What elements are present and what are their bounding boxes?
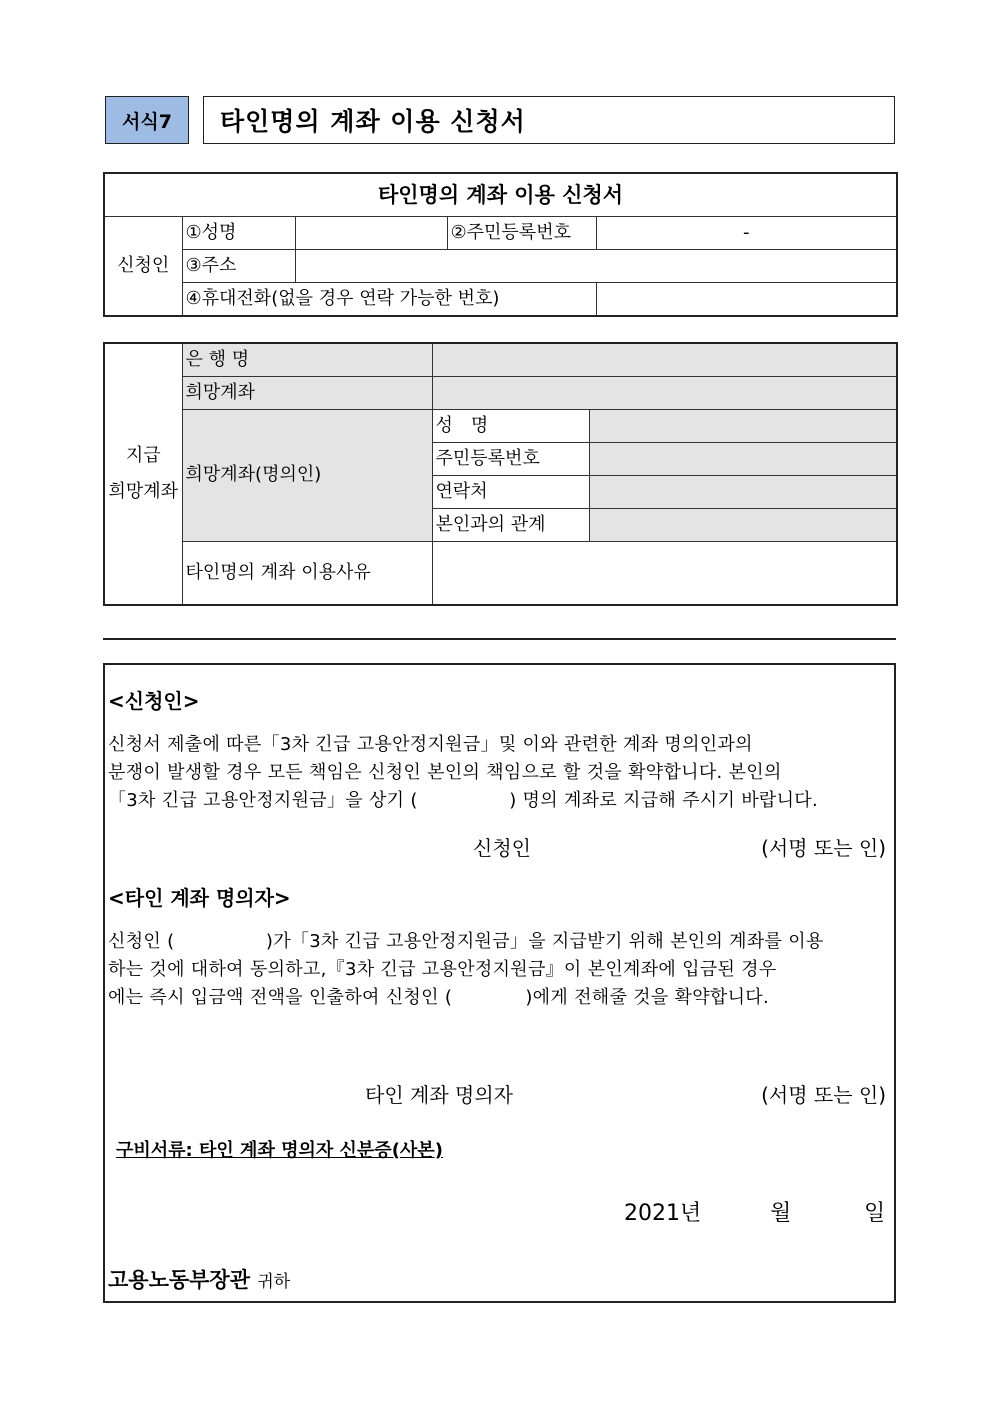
holder-relation-field[interactable] [589,508,897,541]
holder-statement [108,928,886,1012]
applicant-statement-line: 「3차 긴급 고용안정지원금」을 상기 ( ) 명의 계좌로 지급해 주시기 바랍니다. [108,790,818,811]
account-section-label [104,343,182,605]
required-documents-note: 구비서류: 타인 계좌 명의자 신분증(사본) [116,1140,443,1161]
holder-name-field[interactable] [589,409,897,442]
bank-name-field[interactable] [432,343,897,376]
holder-contact-field[interactable] [589,475,897,508]
holder-contact-label: 연락처 [432,475,589,508]
bank-name-label: 은 행 명 [182,343,432,376]
recipient-honorific: 귀하 [257,1272,291,1292]
account-section-label-line1: 지급 [125,445,161,466]
phone-field[interactable] [596,283,897,316]
usage-reason-label: 타인명의 계좌 이용사유 [182,541,432,605]
account-section-label-line2: 희망계좌 [108,481,179,502]
date-year: 2021년 [624,1201,702,1226]
holder-signature-field[interactable]: (서명 또는 인) [761,1083,886,1107]
date-day: 일 [864,1201,886,1226]
rrn-field[interactable]: - [596,217,897,250]
holder-statement-line: 하는 것에 대하여 동의하고,『3차 긴급 고용안정지원금』이 본인계좌에 입금된 경우 [108,959,777,980]
name-label: ①성명 [182,217,295,250]
form-title: 타인명의 계좌 이용 신청서 [203,96,895,144]
address-field[interactable] [295,250,897,283]
applicant-statement-line: 분쟁이 발생할 경우 모든 책임은 신청인 본인의 책임으로 할 것을 확약합니다. 본인의 [108,762,782,783]
applicant-signature-field[interactable]: (서명 또는 인) [761,836,886,860]
applicant-section-label: 신청인 [104,217,182,316]
account-table [103,342,898,606]
recipient-line [108,1264,290,1294]
section-divider [103,638,896,640]
name-field[interactable] [295,217,447,250]
rrn-label: ②주민등록번호 [447,217,596,250]
holder-rrn-label: 주민등록번호 [432,442,589,475]
recipient-name: 고용노동부장관 [108,1268,251,1292]
holder-heading: <타인 계좌 명의자> [108,886,291,910]
applicant-statement [108,731,886,815]
applicant-table-title: 타인명의 계좌 이용 신청서 [104,173,897,217]
applicant-statement-line: 신청서 제출에 따른「3차 긴급 고용안정지원금」및 이와 관련한 계좌 명의인과의 [108,734,753,755]
usage-reason-field[interactable] [432,541,897,605]
holder-rrn-field[interactable] [589,442,897,475]
applicant-sign-label: 신청인 [473,836,531,860]
holder-relation-label: 본인과의 관계 [432,508,589,541]
applicant-table [103,172,898,317]
date-month: 월 [770,1201,792,1226]
applicant-heading: <신청인> [108,689,200,713]
phone-label: ④휴대전화(없을 경우 연락 가능한 번호) [182,283,596,316]
account-holder-label: 희망계좌(명의인) [182,409,432,541]
holder-statement-line: 신청인 ( )가「3차 긴급 고용안정지원금」을 지급받기 위해 본인의 계좌를 이용 [108,931,824,952]
address-label: ③주소 [182,250,295,283]
holder-statement-line: 에는 즉시 입금액 전액을 인출하여 신청인 ( )에게 전해줄 것을 확약합니다. [108,987,770,1008]
holder-name-label: 성 명 [432,409,589,442]
form-number-badge: 서식7 [105,96,189,144]
account-label: 희망계좌 [182,376,432,409]
holder-sign-label: 타인 계좌 명의자 [365,1083,513,1107]
account-field[interactable] [432,376,897,409]
